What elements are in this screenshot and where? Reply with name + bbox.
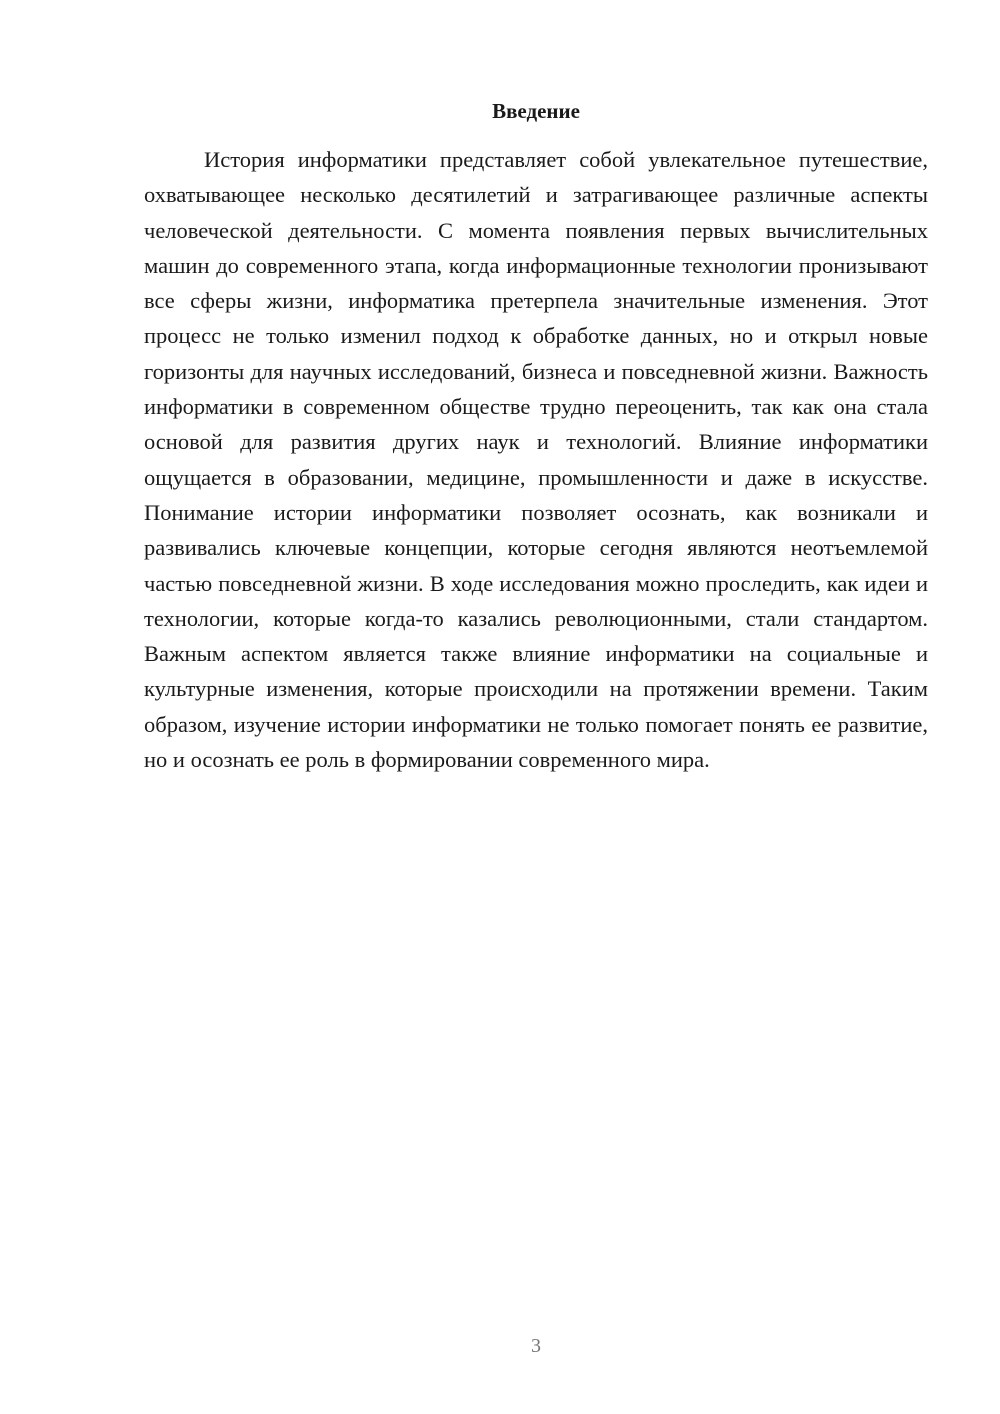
page-number: 3: [531, 1335, 541, 1357]
body-paragraph: История информатики представляет собой увлекательное путешествие, охватывающее несколько десятилетий и затрагивающее различные аспекты человеческой деятельности. С момента появления первых вычислительных машин до современного этапа, когда информационные технологии пронизывают все сферы жизни, информатика претерпела значительные изменения. Этот процесс не только изменил подход к обработке данных, но и открыл новые горизонты для научных исследований, бизнеса и повседневной жизни. Важность информатики в современном обществе трудно переоценить, так как она стала основой для развития других наук и технологий. Влияние информатики ощущается в образовании, медицине, промышленности и даже в искусстве. Понимание истории информатики позволяет осознать, как возникали и развивались ключевые концепции, которые сегодня являются неотъемлемой частью повседневной жизни. В ходе исследования можно проследить, как идеи и технологии, которые когда-то казались революционными, стали стандартом. Важным аспектом является также влияние информатики на социальные и культурные изменения, которые происходили на протяжении времени. Таким образом, изучение истории информатики не только помогает понять ее развитие, но и осознать ее роль в формировании современного мира.: [144, 147, 928, 773]
section-heading: Введение: [492, 99, 580, 123]
